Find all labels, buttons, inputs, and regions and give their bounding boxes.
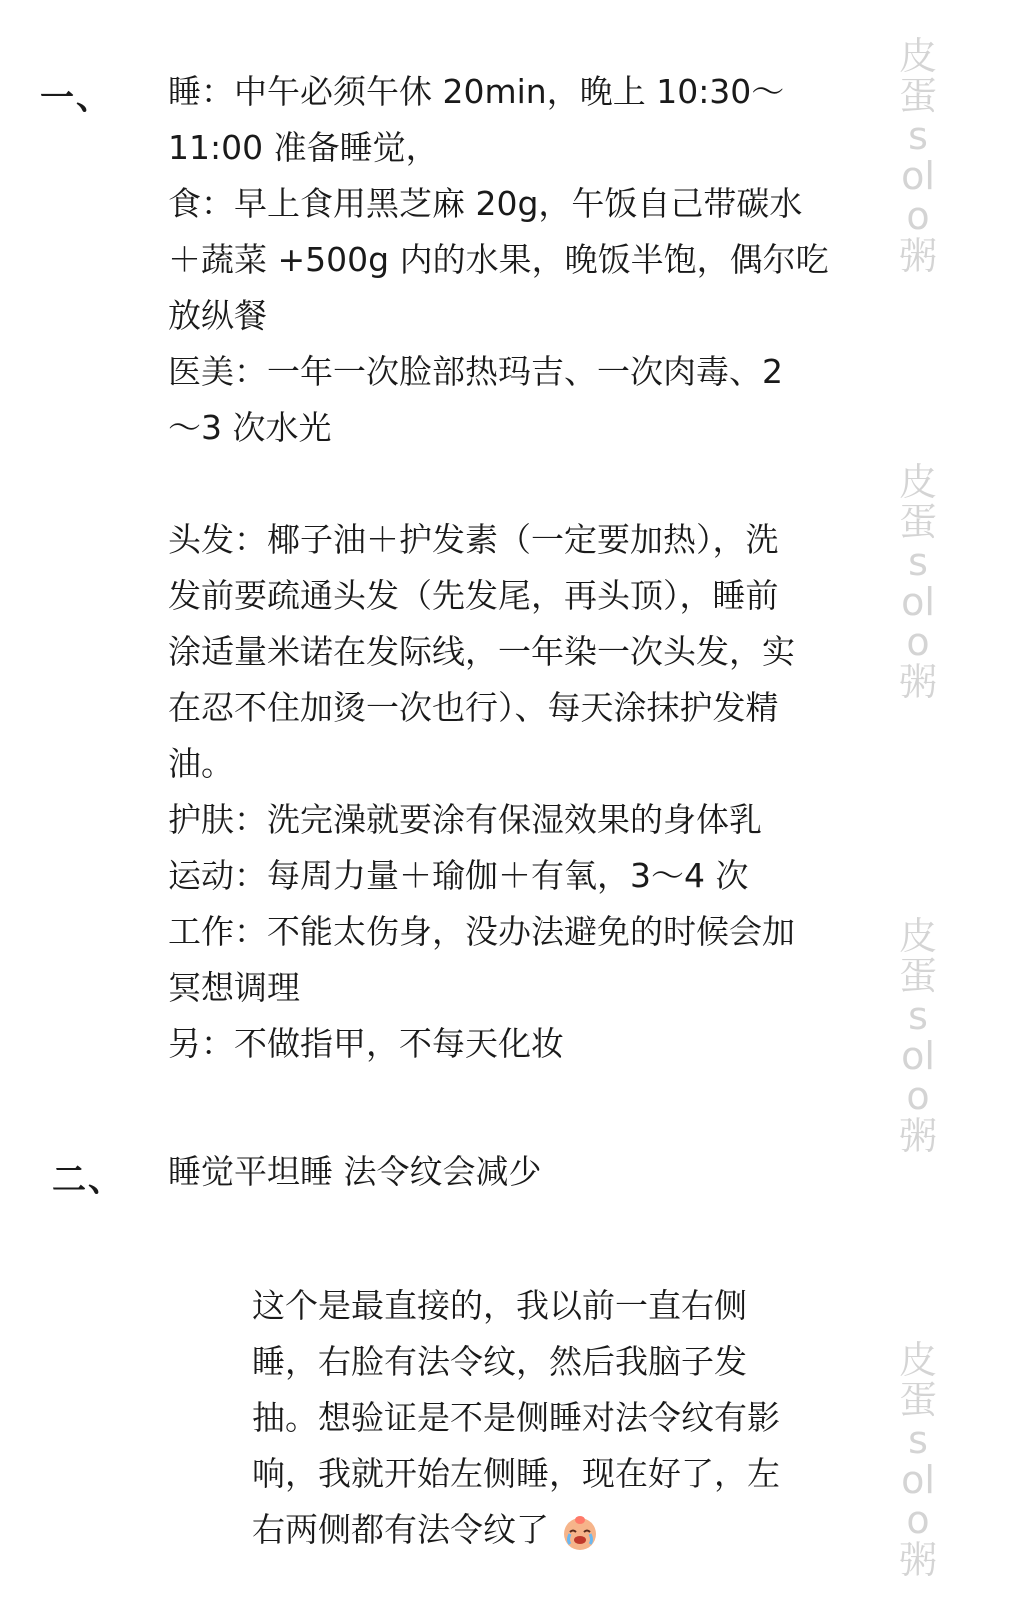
body-line: 医美：一年一次脸部热玛吉、一次肉毒、2 <box>168 352 783 391</box>
quote-line: 这个是最直接的，我以前一直右侧 <box>252 1286 747 1325</box>
quote-line: 睡，右脸有法令纹，然后我脑子发 <box>252 1342 747 1381</box>
body-line: 头发：椰子油＋护发素（一定要加热），洗 <box>168 520 779 559</box>
body-line: 冥想调理 <box>168 968 300 1007</box>
body-line: 放纵餐 <box>168 296 267 335</box>
body-line: 另：不做指甲，不每天化妆 <box>168 1024 564 1063</box>
body-line: 11:00 准备睡觉， <box>168 128 439 167</box>
body-line: 油。 <box>168 744 234 783</box>
crying-face-icon <box>560 1512 600 1552</box>
body-line: 发前要疏通头发（先发尾，再头顶），睡前 <box>168 576 779 615</box>
body-line: 工作：不能太伤身，没办法避免的时候会加 <box>168 912 795 951</box>
quote-line-text: 右两侧都有法令纹了 <box>252 1510 549 1549</box>
watermark: 皮蛋solo粥 <box>898 914 937 1158</box>
quote-line-last <box>252 1510 600 1552</box>
body-line: ～3 次水光 <box>168 408 332 447</box>
body-line: 护肤：洗完澡就要涂有保湿效果的身体乳 <box>168 800 762 839</box>
body-line: 食：早上食用黑芝麻 20g，午饭自己带碳水 <box>168 184 803 223</box>
quote-line: 抽。想验证是不是侧睡对法令纹有影 <box>252 1398 780 1437</box>
body-line: 在忍不住加烫一次也行）、每天涂抹护发精 <box>168 688 779 727</box>
watermark: 皮蛋solo粥 <box>898 460 937 704</box>
body-line: 涂适量米诺在发际线，一年染一次头发，实 <box>168 632 795 671</box>
body-line: ＋蔬菜 +500g 内的水果，晚饭半饱，偶尔吃 <box>168 240 829 279</box>
section-1-number: 一、 <box>40 78 112 118</box>
body-line: 睡：中午必须午休 20min，晚上 10:30～ <box>168 72 785 111</box>
section-2-number: 二、 <box>52 1160 124 1200</box>
section-2-title: 睡觉平坦睡 法令纹会减少 <box>168 1152 542 1191</box>
watermark: 皮蛋solo粥 <box>898 34 937 278</box>
watermark: 皮蛋solo粥 <box>898 1338 937 1582</box>
quote-line: 响，我就开始左侧睡，现在好了，左 <box>252 1454 780 1493</box>
body-line: 运动：每周力量＋瑜伽＋有氧，3～4 次 <box>168 856 749 895</box>
